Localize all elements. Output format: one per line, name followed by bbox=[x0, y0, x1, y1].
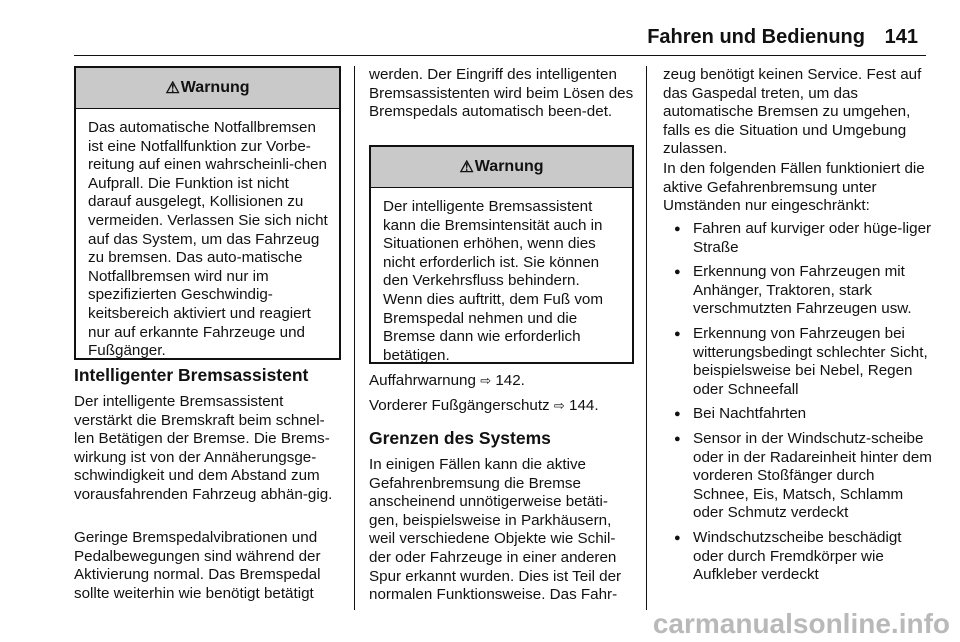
warning-box-2 bbox=[369, 145, 634, 364]
list-item: ● Windschutzscheibe beschädigt oder durch Fremdkörper wie Aufkleber verdeckt bbox=[663, 529, 933, 585]
section-heading-bremsassistent: Intelligenter Bremsassistent bbox=[74, 365, 309, 385]
warning-box-1 bbox=[74, 66, 341, 360]
xref-label: Auffahrwarnung bbox=[369, 372, 476, 389]
cross-reference[interactable] bbox=[369, 397, 639, 416]
warning-title: Warnung bbox=[474, 158, 544, 175]
xref-page: 142. bbox=[495, 372, 525, 389]
page-ref-icon: ⇨ bbox=[553, 398, 565, 413]
column-divider-1 bbox=[354, 66, 355, 610]
header-rule bbox=[74, 55, 926, 56]
warning-text: Der intelligente Bremsassistent kann die Bremsintensität auch in Situationen erhöhen, wenn dies nicht erforderlich ist. Sie können den Verkehrsfluss behindern. Wenn dies auftritt, dem Fuß vom Bremspedal nehmen und die Bremse dann wie erforderlich betätigen. bbox=[383, 198, 604, 364]
warning-triangle-icon: ⚠ bbox=[459, 159, 474, 176]
paragraph: Der intelligente Bremsassistent verstärkt die Bremskraft beim schnel-len Betätigen der Bremse. Die Brems-wirkung ist von der Annäherungsge-schwindigkeit und dem Abstand zum vorausfahrenden Fahrzeug abhän-gig. bbox=[74, 393, 333, 503]
cross-reference[interactable] bbox=[369, 372, 639, 391]
paragraph: zeug benötigt keinen Service. Fest auf das Gaspedal treten, um das automatische Bremsen zu umgehen, falls es die Situation und Umgebung zulassen. bbox=[663, 66, 922, 158]
warning-text: Das automatische Notfallbremsen ist eine Notfallfunktion zur Vorbe-reitung auf einen wahrscheinli-chen Aufprall. Die Funktion ist nicht darauf ausgelegt, Kollisionen zu vermeiden. Verlassen Sie sich nicht auf das System, um das Fahrzeug zu bremsen. Das auto-matische Notfallbremsen wird nur im spezifizierten Geschwindig-keitsbereich aktiviert und reagiert nur auf erkannte Fahrzeuge und Fußgänger. bbox=[88, 119, 328, 360]
section-title: Fahren und Bedienung bbox=[647, 26, 865, 48]
paragraph: werden. Der Eingriff des intelligenten Bremsassistenten wird beim Lösen des Bremspedals automatisch been-det. bbox=[369, 66, 634, 121]
paragraph: In einigen Fällen kann die aktive Gefahrenbremsung die Bremse anscheinend unnötigerweise betäti-gen, beispielsweise in Parkhäusern, weil verschiedene Objekte wie Schil-der oder Fahrzeuge in einer anderen Spur erkannt wurden. Dies ist Teil der normalen Funktionsweise. Das Fahr- bbox=[369, 456, 622, 604]
warning-triangle-icon: ⚠ bbox=[165, 80, 180, 97]
page-ref-icon: ⇨ bbox=[480, 373, 492, 388]
column-divider-2 bbox=[646, 66, 647, 610]
list-item: ● Erkennung von Fahrzeugen mit Anhänger, Traktoren, stark verschmutzten Fahrzeugen usw. bbox=[663, 263, 933, 319]
xref-page: 144. bbox=[569, 397, 599, 414]
warning-header bbox=[76, 68, 339, 109]
paragraph: In den folgenden Fällen funktioniert die aktive Gefahrenbremsung unter Umständen nur eingeschränkt: bbox=[663, 160, 925, 215]
list-item: ● Fahren auf kurviger oder hüge-liger Straße bbox=[663, 220, 933, 257]
warning-header bbox=[371, 147, 632, 188]
page-number: 141 bbox=[884, 26, 918, 48]
bullet-list bbox=[663, 220, 933, 591]
list-item: ● Sensor in der Windschutz-scheibe oder in der Radareinheit hinter dem vorderen Stoßfänger durch Schnee, Eis, Matsch, Schlamm oder Schmutz verdeckt bbox=[663, 430, 933, 523]
paragraph: Geringe Bremspedalvibrationen und Pedalbewegungen sind während der Aktivierung normal. Das Bremspedal sollte weiterhin wie benötigt betätigt bbox=[74, 529, 321, 602]
warning-title: Warnung bbox=[180, 79, 250, 96]
xref-label: Vorderer Fußgängerschutz bbox=[369, 397, 550, 414]
watermark: carmanualsonline.info bbox=[652, 608, 950, 639]
list-item: ● Bei Nachtfahrten bbox=[663, 405, 933, 424]
section-heading-grenzen: Grenzen des Systems bbox=[369, 428, 551, 448]
list-item: ● Erkennung von Fahrzeugen bei witterungsbedingt schlechter Sicht, beispielsweise bei Nebel, Regen oder Schneefall bbox=[663, 325, 933, 399]
